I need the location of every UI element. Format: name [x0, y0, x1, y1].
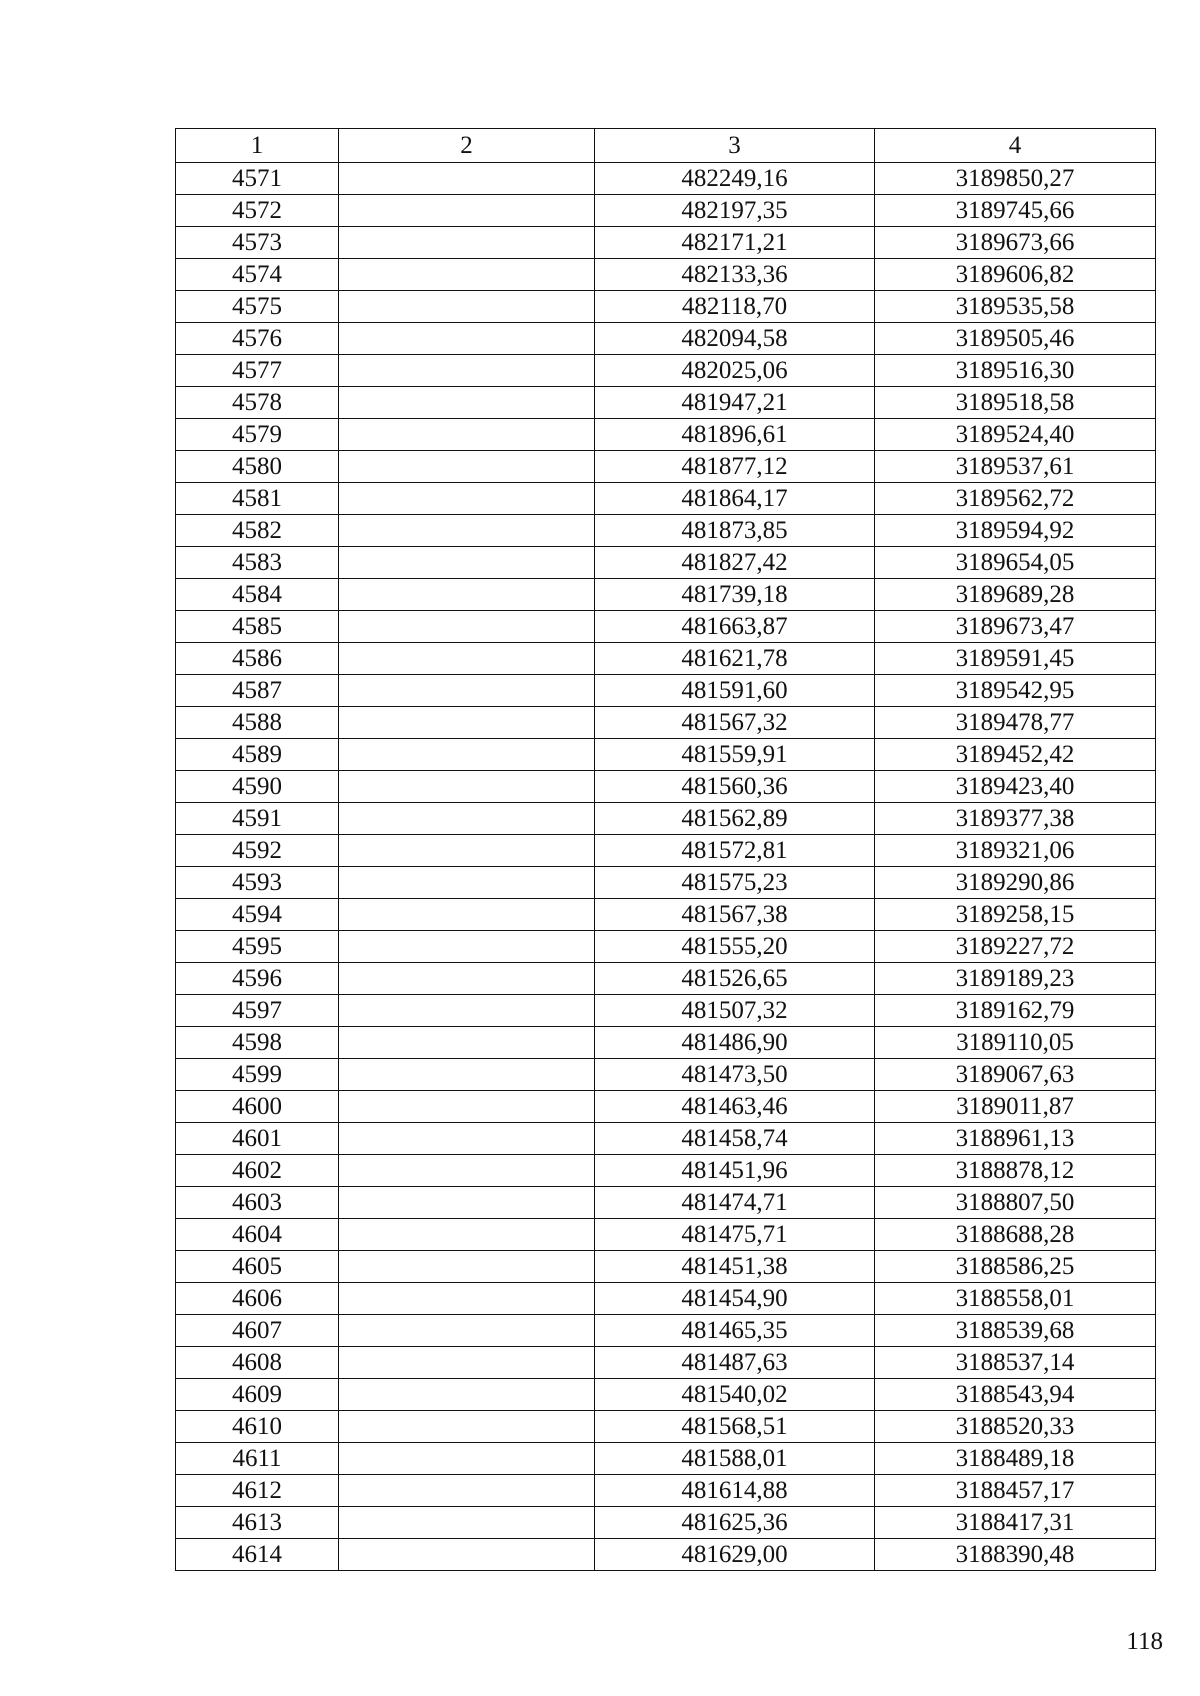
y-coordinate-cell: 3189452,42	[875, 739, 1156, 771]
x-coordinate-cell: 481663,87	[595, 611, 875, 643]
point-number-cell: 4574	[176, 259, 339, 291]
table-row	[176, 195, 1156, 227]
table-row	[176, 1251, 1156, 1283]
x-coordinate-cell: 481873,85	[595, 515, 875, 547]
empty-cell	[339, 1379, 595, 1411]
point-number-cell: 4581	[176, 483, 339, 515]
y-coordinate-cell: 3189654,05	[875, 547, 1156, 579]
x-coordinate-cell: 481827,42	[595, 547, 875, 579]
y-coordinate-cell: 3188457,17	[875, 1475, 1156, 1507]
x-coordinate-cell: 481864,17	[595, 483, 875, 515]
point-number-cell: 4612	[176, 1475, 339, 1507]
y-coordinate-cell: 3189524,40	[875, 419, 1156, 451]
y-coordinate-cell: 3188558,01	[875, 1283, 1156, 1315]
point-number-cell: 4593	[176, 867, 339, 899]
point-number-cell: 4597	[176, 995, 339, 1027]
y-coordinate-cell: 3188961,13	[875, 1123, 1156, 1155]
y-coordinate-cell: 3189542,95	[875, 675, 1156, 707]
empty-cell	[339, 611, 595, 643]
y-coordinate-cell: 3189505,46	[875, 323, 1156, 355]
table-row	[176, 835, 1156, 867]
y-coordinate-cell: 3188539,68	[875, 1315, 1156, 1347]
point-number-cell: 4611	[176, 1443, 339, 1475]
x-coordinate-cell: 482094,58	[595, 323, 875, 355]
empty-cell	[339, 835, 595, 867]
y-coordinate-cell: 3188543,94	[875, 1379, 1156, 1411]
table-row	[176, 1283, 1156, 1315]
empty-cell	[339, 1219, 595, 1251]
point-number-cell: 4596	[176, 963, 339, 995]
empty-cell	[339, 419, 595, 451]
empty-cell	[339, 739, 595, 771]
table-row	[176, 1475, 1156, 1507]
point-number-cell: 4609	[176, 1379, 339, 1411]
empty-cell	[339, 1187, 595, 1219]
x-coordinate-cell: 481465,35	[595, 1315, 875, 1347]
x-coordinate-cell: 481614,88	[595, 1475, 875, 1507]
empty-cell	[339, 1059, 595, 1091]
x-coordinate-cell: 481555,20	[595, 931, 875, 963]
table-row	[176, 995, 1156, 1027]
table-row	[176, 1379, 1156, 1411]
table-row	[176, 1507, 1156, 1539]
y-coordinate-cell: 3189321,06	[875, 835, 1156, 867]
table-row	[176, 1091, 1156, 1123]
x-coordinate-cell: 481947,21	[595, 387, 875, 419]
point-number-cell: 4595	[176, 931, 339, 963]
empty-cell	[339, 291, 595, 323]
x-coordinate-cell: 481629,00	[595, 1539, 875, 1571]
point-number-cell: 4590	[176, 771, 339, 803]
empty-cell	[339, 1283, 595, 1315]
y-coordinate-cell: 3188390,48	[875, 1539, 1156, 1571]
empty-cell	[339, 259, 595, 291]
empty-cell	[339, 931, 595, 963]
table-row	[176, 1443, 1156, 1475]
point-number-cell: 4606	[176, 1283, 339, 1315]
point-number-cell: 4573	[176, 227, 339, 259]
y-coordinate-cell: 3189258,15	[875, 899, 1156, 931]
table-row	[176, 611, 1156, 643]
table-row	[176, 867, 1156, 899]
x-coordinate-cell: 481540,02	[595, 1379, 875, 1411]
point-number-cell: 4598	[176, 1027, 339, 1059]
point-number-cell: 4571	[176, 163, 339, 195]
x-coordinate-cell: 481463,46	[595, 1091, 875, 1123]
table-row	[176, 579, 1156, 611]
y-coordinate-cell: 3189518,58	[875, 387, 1156, 419]
empty-cell	[339, 1347, 595, 1379]
table-row	[176, 1027, 1156, 1059]
point-number-cell: 4599	[176, 1059, 339, 1091]
empty-cell	[339, 1411, 595, 1443]
point-number-cell: 4585	[176, 611, 339, 643]
point-number-cell: 4600	[176, 1091, 339, 1123]
header-row	[176, 129, 1156, 163]
table-row	[176, 163, 1156, 195]
y-coordinate-cell: 3189606,82	[875, 259, 1156, 291]
table-row	[176, 1123, 1156, 1155]
table-header	[176, 129, 1156, 163]
empty-cell	[339, 1091, 595, 1123]
coordinates-table	[175, 128, 1156, 1571]
x-coordinate-cell: 481451,96	[595, 1155, 875, 1187]
x-coordinate-cell: 482025,06	[595, 355, 875, 387]
empty-cell	[339, 1315, 595, 1347]
point-number-cell: 4592	[176, 835, 339, 867]
point-number-cell: 4586	[176, 643, 339, 675]
empty-cell	[339, 963, 595, 995]
empty-cell	[339, 227, 595, 259]
point-number-cell: 4576	[176, 323, 339, 355]
empty-cell	[339, 1443, 595, 1475]
column-header-2: 2	[339, 129, 595, 163]
point-number-cell: 4582	[176, 515, 339, 547]
table-row	[176, 323, 1156, 355]
empty-cell	[339, 163, 595, 195]
point-number-cell: 4601	[176, 1123, 339, 1155]
point-number-cell: 4588	[176, 707, 339, 739]
point-number-cell: 4587	[176, 675, 339, 707]
point-number-cell: 4583	[176, 547, 339, 579]
table-row	[176, 739, 1156, 771]
x-coordinate-cell: 481588,01	[595, 1443, 875, 1475]
y-coordinate-cell: 3189011,87	[875, 1091, 1156, 1123]
empty-cell	[339, 707, 595, 739]
empty-cell	[339, 771, 595, 803]
table-row	[176, 1411, 1156, 1443]
empty-cell	[339, 515, 595, 547]
point-number-cell: 4591	[176, 803, 339, 835]
y-coordinate-cell: 3188688,28	[875, 1219, 1156, 1251]
table-row	[176, 675, 1156, 707]
point-number-cell: 4572	[176, 195, 339, 227]
table-row	[176, 259, 1156, 291]
y-coordinate-cell: 3189162,79	[875, 995, 1156, 1027]
empty-cell	[339, 1027, 595, 1059]
table-row	[176, 1347, 1156, 1379]
point-number-cell: 4603	[176, 1187, 339, 1219]
point-number-cell: 4579	[176, 419, 339, 451]
x-coordinate-cell: 481562,89	[595, 803, 875, 835]
empty-cell	[339, 1475, 595, 1507]
table-row	[176, 803, 1156, 835]
x-coordinate-cell: 481877,12	[595, 451, 875, 483]
point-number-cell: 4605	[176, 1251, 339, 1283]
x-coordinate-cell: 481625,36	[595, 1507, 875, 1539]
point-number-cell: 4604	[176, 1219, 339, 1251]
empty-cell	[339, 995, 595, 1027]
table-row	[176, 387, 1156, 419]
empty-cell	[339, 1507, 595, 1539]
empty-cell	[339, 195, 595, 227]
table-row	[176, 1539, 1156, 1571]
page-number: 118	[1126, 1628, 1163, 1655]
table-row	[176, 899, 1156, 931]
empty-cell	[339, 1123, 595, 1155]
point-number-cell: 4594	[176, 899, 339, 931]
y-coordinate-cell: 3189673,47	[875, 611, 1156, 643]
point-number-cell: 4589	[176, 739, 339, 771]
table-row	[176, 963, 1156, 995]
y-coordinate-cell: 3189537,61	[875, 451, 1156, 483]
point-number-cell: 4580	[176, 451, 339, 483]
x-coordinate-cell: 481487,63	[595, 1347, 875, 1379]
table-row	[176, 1219, 1156, 1251]
x-coordinate-cell: 481458,74	[595, 1123, 875, 1155]
table-row	[176, 483, 1156, 515]
x-coordinate-cell: 481567,32	[595, 707, 875, 739]
empty-cell	[339, 451, 595, 483]
y-coordinate-cell: 3188417,31	[875, 1507, 1156, 1539]
table-body	[176, 163, 1156, 1571]
point-number-cell: 4613	[176, 1507, 339, 1539]
table-row	[176, 707, 1156, 739]
y-coordinate-cell: 3189850,27	[875, 163, 1156, 195]
y-coordinate-cell: 3189516,30	[875, 355, 1156, 387]
x-coordinate-cell: 482118,70	[595, 291, 875, 323]
column-header-4: 4	[875, 129, 1156, 163]
x-coordinate-cell: 481474,71	[595, 1187, 875, 1219]
point-number-cell: 4578	[176, 387, 339, 419]
x-coordinate-cell: 481454,90	[595, 1283, 875, 1315]
y-coordinate-cell: 3189745,66	[875, 195, 1156, 227]
table-row	[176, 1059, 1156, 1091]
y-coordinate-cell: 3189110,05	[875, 1027, 1156, 1059]
y-coordinate-cell: 3188537,14	[875, 1347, 1156, 1379]
x-coordinate-cell: 481560,36	[595, 771, 875, 803]
y-coordinate-cell: 3189290,86	[875, 867, 1156, 899]
y-coordinate-cell: 3189377,38	[875, 803, 1156, 835]
x-coordinate-cell: 481507,32	[595, 995, 875, 1027]
x-coordinate-cell: 481591,60	[595, 675, 875, 707]
table-row	[176, 227, 1156, 259]
empty-cell	[339, 387, 595, 419]
empty-cell	[339, 675, 595, 707]
x-coordinate-cell: 481621,78	[595, 643, 875, 675]
table-row	[176, 1315, 1156, 1347]
column-header-3: 3	[595, 129, 875, 163]
point-number-cell: 4614	[176, 1539, 339, 1571]
x-coordinate-cell: 481475,71	[595, 1219, 875, 1251]
table-row	[176, 1187, 1156, 1219]
empty-cell	[339, 899, 595, 931]
y-coordinate-cell: 3189594,92	[875, 515, 1156, 547]
table-row	[176, 419, 1156, 451]
point-number-cell: 4607	[176, 1315, 339, 1347]
y-coordinate-cell: 3189591,45	[875, 643, 1156, 675]
y-coordinate-cell: 3189423,40	[875, 771, 1156, 803]
x-coordinate-cell: 481567,38	[595, 899, 875, 931]
y-coordinate-cell: 3189562,72	[875, 483, 1156, 515]
y-coordinate-cell: 3189673,66	[875, 227, 1156, 259]
y-coordinate-cell: 3188489,18	[875, 1443, 1156, 1475]
x-coordinate-cell: 481473,50	[595, 1059, 875, 1091]
column-header-1: 1	[176, 129, 339, 163]
point-number-cell: 4584	[176, 579, 339, 611]
table-row	[176, 771, 1156, 803]
y-coordinate-cell: 3188878,12	[875, 1155, 1156, 1187]
empty-cell	[339, 1539, 595, 1571]
point-number-cell: 4608	[176, 1347, 339, 1379]
x-coordinate-cell: 482171,21	[595, 227, 875, 259]
y-coordinate-cell: 3189535,58	[875, 291, 1156, 323]
x-coordinate-cell: 482133,36	[595, 259, 875, 291]
x-coordinate-cell: 481559,91	[595, 739, 875, 771]
y-coordinate-cell: 3189689,28	[875, 579, 1156, 611]
empty-cell	[339, 867, 595, 899]
table-row	[176, 515, 1156, 547]
empty-cell	[339, 579, 595, 611]
table-row	[176, 355, 1156, 387]
y-coordinate-cell: 3188586,25	[875, 1251, 1156, 1283]
empty-cell	[339, 1251, 595, 1283]
y-coordinate-cell: 3189067,63	[875, 1059, 1156, 1091]
table-row	[176, 291, 1156, 323]
point-number-cell: 4602	[176, 1155, 339, 1187]
table-row	[176, 931, 1156, 963]
x-coordinate-cell: 482197,35	[595, 195, 875, 227]
table-row	[176, 451, 1156, 483]
empty-cell	[339, 483, 595, 515]
empty-cell	[339, 643, 595, 675]
x-coordinate-cell: 481526,65	[595, 963, 875, 995]
x-coordinate-cell: 481451,38	[595, 1251, 875, 1283]
point-number-cell: 4575	[176, 291, 339, 323]
x-coordinate-cell: 481572,81	[595, 835, 875, 867]
table-row	[176, 643, 1156, 675]
empty-cell	[339, 547, 595, 579]
x-coordinate-cell: 482249,16	[595, 163, 875, 195]
x-coordinate-cell: 481568,51	[595, 1411, 875, 1443]
y-coordinate-cell: 3189227,72	[875, 931, 1156, 963]
empty-cell	[339, 1155, 595, 1187]
point-number-cell: 4577	[176, 355, 339, 387]
empty-cell	[339, 803, 595, 835]
x-coordinate-cell: 481486,90	[595, 1027, 875, 1059]
empty-cell	[339, 355, 595, 387]
x-coordinate-cell: 481896,61	[595, 419, 875, 451]
x-coordinate-cell: 481575,23	[595, 867, 875, 899]
x-coordinate-cell: 481739,18	[595, 579, 875, 611]
point-number-cell: 4610	[176, 1411, 339, 1443]
table-row	[176, 1155, 1156, 1187]
table-row	[176, 547, 1156, 579]
empty-cell	[339, 323, 595, 355]
y-coordinate-cell: 3188520,33	[875, 1411, 1156, 1443]
y-coordinate-cell: 3188807,50	[875, 1187, 1156, 1219]
y-coordinate-cell: 3189189,23	[875, 963, 1156, 995]
y-coordinate-cell: 3189478,77	[875, 707, 1156, 739]
